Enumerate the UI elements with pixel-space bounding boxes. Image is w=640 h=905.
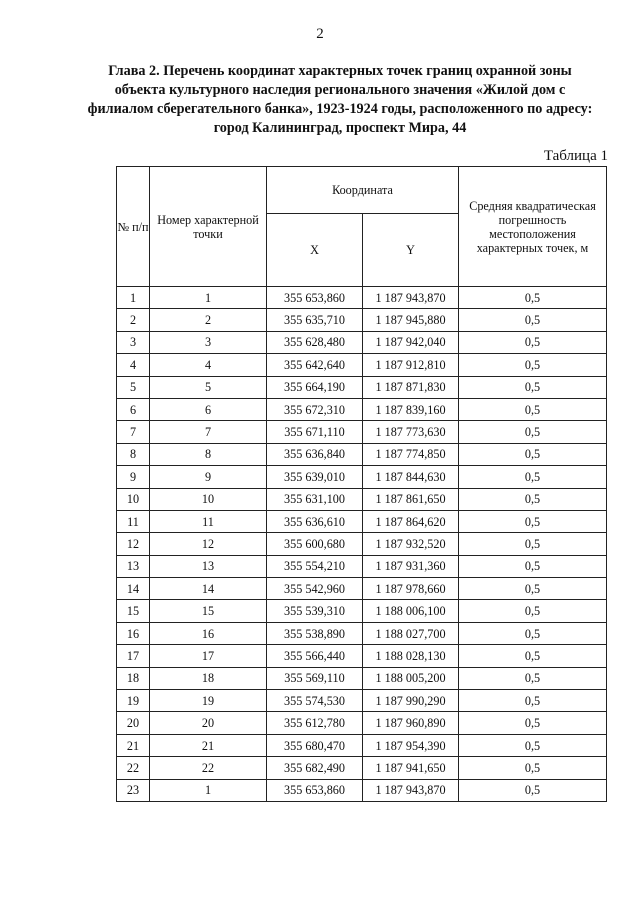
coordinates-table — [116, 166, 607, 802]
cell-error: 0,5 — [459, 421, 607, 443]
cell-row-number: 13 — [117, 555, 150, 577]
cell-x: 355 574,530 — [267, 690, 363, 712]
cell-row-number: 15 — [117, 600, 150, 622]
cell-y: 1 187 943,870 — [363, 779, 459, 801]
cell-error: 0,5 — [459, 757, 607, 779]
table-row — [117, 331, 607, 353]
table-header — [117, 167, 607, 287]
cell-y: 1 187 774,850 — [363, 443, 459, 465]
cell-row-number: 17 — [117, 645, 150, 667]
table-row — [117, 443, 607, 465]
cell-y: 1 187 839,160 — [363, 398, 459, 420]
cell-x: 355 682,490 — [267, 757, 363, 779]
cell-error: 0,5 — [459, 645, 607, 667]
table-row — [117, 690, 607, 712]
cell-point-number: 10 — [150, 488, 267, 510]
cell-y: 1 187 954,390 — [363, 734, 459, 756]
cell-error: 0,5 — [459, 443, 607, 465]
cell-error: 0,5 — [459, 555, 607, 577]
cell-point-number: 14 — [150, 578, 267, 600]
cell-row-number: 21 — [117, 734, 150, 756]
cell-row-number: 9 — [117, 466, 150, 488]
cell-x: 355 612,780 — [267, 712, 363, 734]
cell-point-number: 7 — [150, 421, 267, 443]
cell-row-number: 7 — [117, 421, 150, 443]
cell-x: 355 635,710 — [267, 309, 363, 331]
cell-point-number: 9 — [150, 466, 267, 488]
table-row — [117, 712, 607, 734]
chapter-title: Глава 2. Перечень координат характерных точек границ охранной зоны объекта культурного наследия регионального значения «Жилой дом с филиалом сберегательного банка», 1923-1924 годы, расположенного по адресу: город Калининград, проспект Мира, 44 — [87, 63, 593, 136]
cell-point-number: 20 — [150, 712, 267, 734]
cell-error: 0,5 — [459, 712, 607, 734]
cell-x: 355 672,310 — [267, 398, 363, 420]
header-point-number: Номер характерной точки — [150, 167, 267, 287]
cell-row-number: 1 — [117, 287, 150, 309]
cell-row-number: 12 — [117, 533, 150, 555]
header-row-number: № п/п — [117, 167, 150, 287]
table-row — [117, 600, 607, 622]
cell-point-number: 17 — [150, 645, 267, 667]
cell-y: 1 187 861,650 — [363, 488, 459, 510]
cell-x: 355 539,310 — [267, 600, 363, 622]
cell-error: 0,5 — [459, 510, 607, 532]
cell-y: 1 187 942,040 — [363, 331, 459, 353]
cell-y: 1 187 945,880 — [363, 309, 459, 331]
cell-point-number: 13 — [150, 555, 267, 577]
cell-error: 0,5 — [459, 779, 607, 801]
cell-row-number: 22 — [117, 757, 150, 779]
table-row — [117, 757, 607, 779]
cell-row-number: 4 — [117, 354, 150, 376]
cell-error: 0,5 — [459, 354, 607, 376]
cell-point-number: 15 — [150, 600, 267, 622]
cell-y: 1 187 931,360 — [363, 555, 459, 577]
table-row — [117, 622, 607, 644]
cell-x: 355 569,110 — [267, 667, 363, 689]
cell-y: 1 187 990,290 — [363, 690, 459, 712]
cell-point-number: 2 — [150, 309, 267, 331]
header-x: X — [267, 214, 363, 287]
cell-point-number: 8 — [150, 443, 267, 465]
table-row — [117, 287, 607, 309]
cell-y: 1 187 864,620 — [363, 510, 459, 532]
cell-row-number: 18 — [117, 667, 150, 689]
cell-x: 355 636,840 — [267, 443, 363, 465]
cell-error: 0,5 — [459, 398, 607, 420]
cell-x: 355 671,110 — [267, 421, 363, 443]
cell-row-number: 14 — [117, 578, 150, 600]
cell-x: 355 653,860 — [267, 779, 363, 801]
page-number: 2 — [316, 26, 324, 42]
table-row — [117, 667, 607, 689]
cell-x: 355 554,210 — [267, 555, 363, 577]
cell-row-number: 5 — [117, 376, 150, 398]
header-error: Средняя квадратическая погрешность местоположения характерных точек, м — [459, 167, 607, 287]
cell-y: 1 187 871,830 — [363, 376, 459, 398]
cell-x: 355 566,440 — [267, 645, 363, 667]
table-row — [117, 734, 607, 756]
cell-row-number: 16 — [117, 622, 150, 644]
cell-error: 0,5 — [459, 376, 607, 398]
cell-error: 0,5 — [459, 600, 607, 622]
cell-y: 1 187 912,810 — [363, 354, 459, 376]
cell-y: 1 188 006,100 — [363, 600, 459, 622]
header-y: Y — [363, 214, 459, 287]
cell-x: 355 628,480 — [267, 331, 363, 353]
cell-error: 0,5 — [459, 488, 607, 510]
cell-x: 355 680,470 — [267, 734, 363, 756]
cell-row-number: 2 — [117, 309, 150, 331]
cell-point-number: 3 — [150, 331, 267, 353]
header-coordinate: Координата — [267, 167, 459, 214]
cell-error: 0,5 — [459, 622, 607, 644]
cell-row-number: 20 — [117, 712, 150, 734]
cell-y: 1 187 932,520 — [363, 533, 459, 555]
cell-x: 355 538,890 — [267, 622, 363, 644]
cell-point-number: 6 — [150, 398, 267, 420]
cell-point-number: 12 — [150, 533, 267, 555]
cell-x: 355 642,640 — [267, 354, 363, 376]
cell-point-number: 16 — [150, 622, 267, 644]
table-row — [117, 376, 607, 398]
cell-x: 355 639,010 — [267, 466, 363, 488]
cell-x: 355 600,680 — [267, 533, 363, 555]
cell-point-number: 4 — [150, 354, 267, 376]
cell-error: 0,5 — [459, 690, 607, 712]
table-row — [117, 645, 607, 667]
table-row — [117, 466, 607, 488]
cell-y: 1 188 028,130 — [363, 645, 459, 667]
cell-error: 0,5 — [459, 533, 607, 555]
cell-point-number: 1 — [150, 287, 267, 309]
cell-row-number: 23 — [117, 779, 150, 801]
cell-point-number: 1 — [150, 779, 267, 801]
cell-x: 355 542,960 — [267, 578, 363, 600]
cell-error: 0,5 — [459, 287, 607, 309]
table-label: Таблица 1 — [543, 148, 608, 164]
cell-y: 1 187 941,650 — [363, 757, 459, 779]
cell-row-number: 19 — [117, 690, 150, 712]
cell-y: 1 187 960,890 — [363, 712, 459, 734]
cell-x: 355 653,860 — [267, 287, 363, 309]
table-row — [117, 578, 607, 600]
cell-error: 0,5 — [459, 734, 607, 756]
cell-y: 1 188 027,700 — [363, 622, 459, 644]
cell-x: 355 636,610 — [267, 510, 363, 532]
table-row — [117, 309, 607, 331]
cell-row-number: 10 — [117, 488, 150, 510]
cell-row-number: 11 — [117, 510, 150, 532]
table-row — [117, 421, 607, 443]
cell-point-number: 19 — [150, 690, 267, 712]
cell-error: 0,5 — [459, 331, 607, 353]
cell-error: 0,5 — [459, 667, 607, 689]
table-row — [117, 354, 607, 376]
cell-point-number: 5 — [150, 376, 267, 398]
table-row — [117, 510, 607, 532]
cell-error: 0,5 — [459, 309, 607, 331]
cell-error: 0,5 — [459, 578, 607, 600]
cell-error: 0,5 — [459, 466, 607, 488]
cell-y: 1 187 978,660 — [363, 578, 459, 600]
cell-y: 1 187 943,870 — [363, 287, 459, 309]
cell-point-number: 22 — [150, 757, 267, 779]
cell-x: 355 664,190 — [267, 376, 363, 398]
cell-row-number: 6 — [117, 398, 150, 420]
table-row — [117, 398, 607, 420]
cell-row-number: 3 — [117, 331, 150, 353]
table-row — [117, 555, 607, 577]
table-row — [117, 533, 607, 555]
cell-point-number: 11 — [150, 510, 267, 532]
cell-point-number: 21 — [150, 734, 267, 756]
cell-point-number: 18 — [150, 667, 267, 689]
cell-y: 1 187 773,630 — [363, 421, 459, 443]
cell-y: 1 187 844,630 — [363, 466, 459, 488]
cell-y: 1 188 005,200 — [363, 667, 459, 689]
cell-x: 355 631,100 — [267, 488, 363, 510]
table-row — [117, 779, 607, 801]
cell-row-number: 8 — [117, 443, 150, 465]
table-body — [117, 287, 607, 802]
table-row — [117, 488, 607, 510]
